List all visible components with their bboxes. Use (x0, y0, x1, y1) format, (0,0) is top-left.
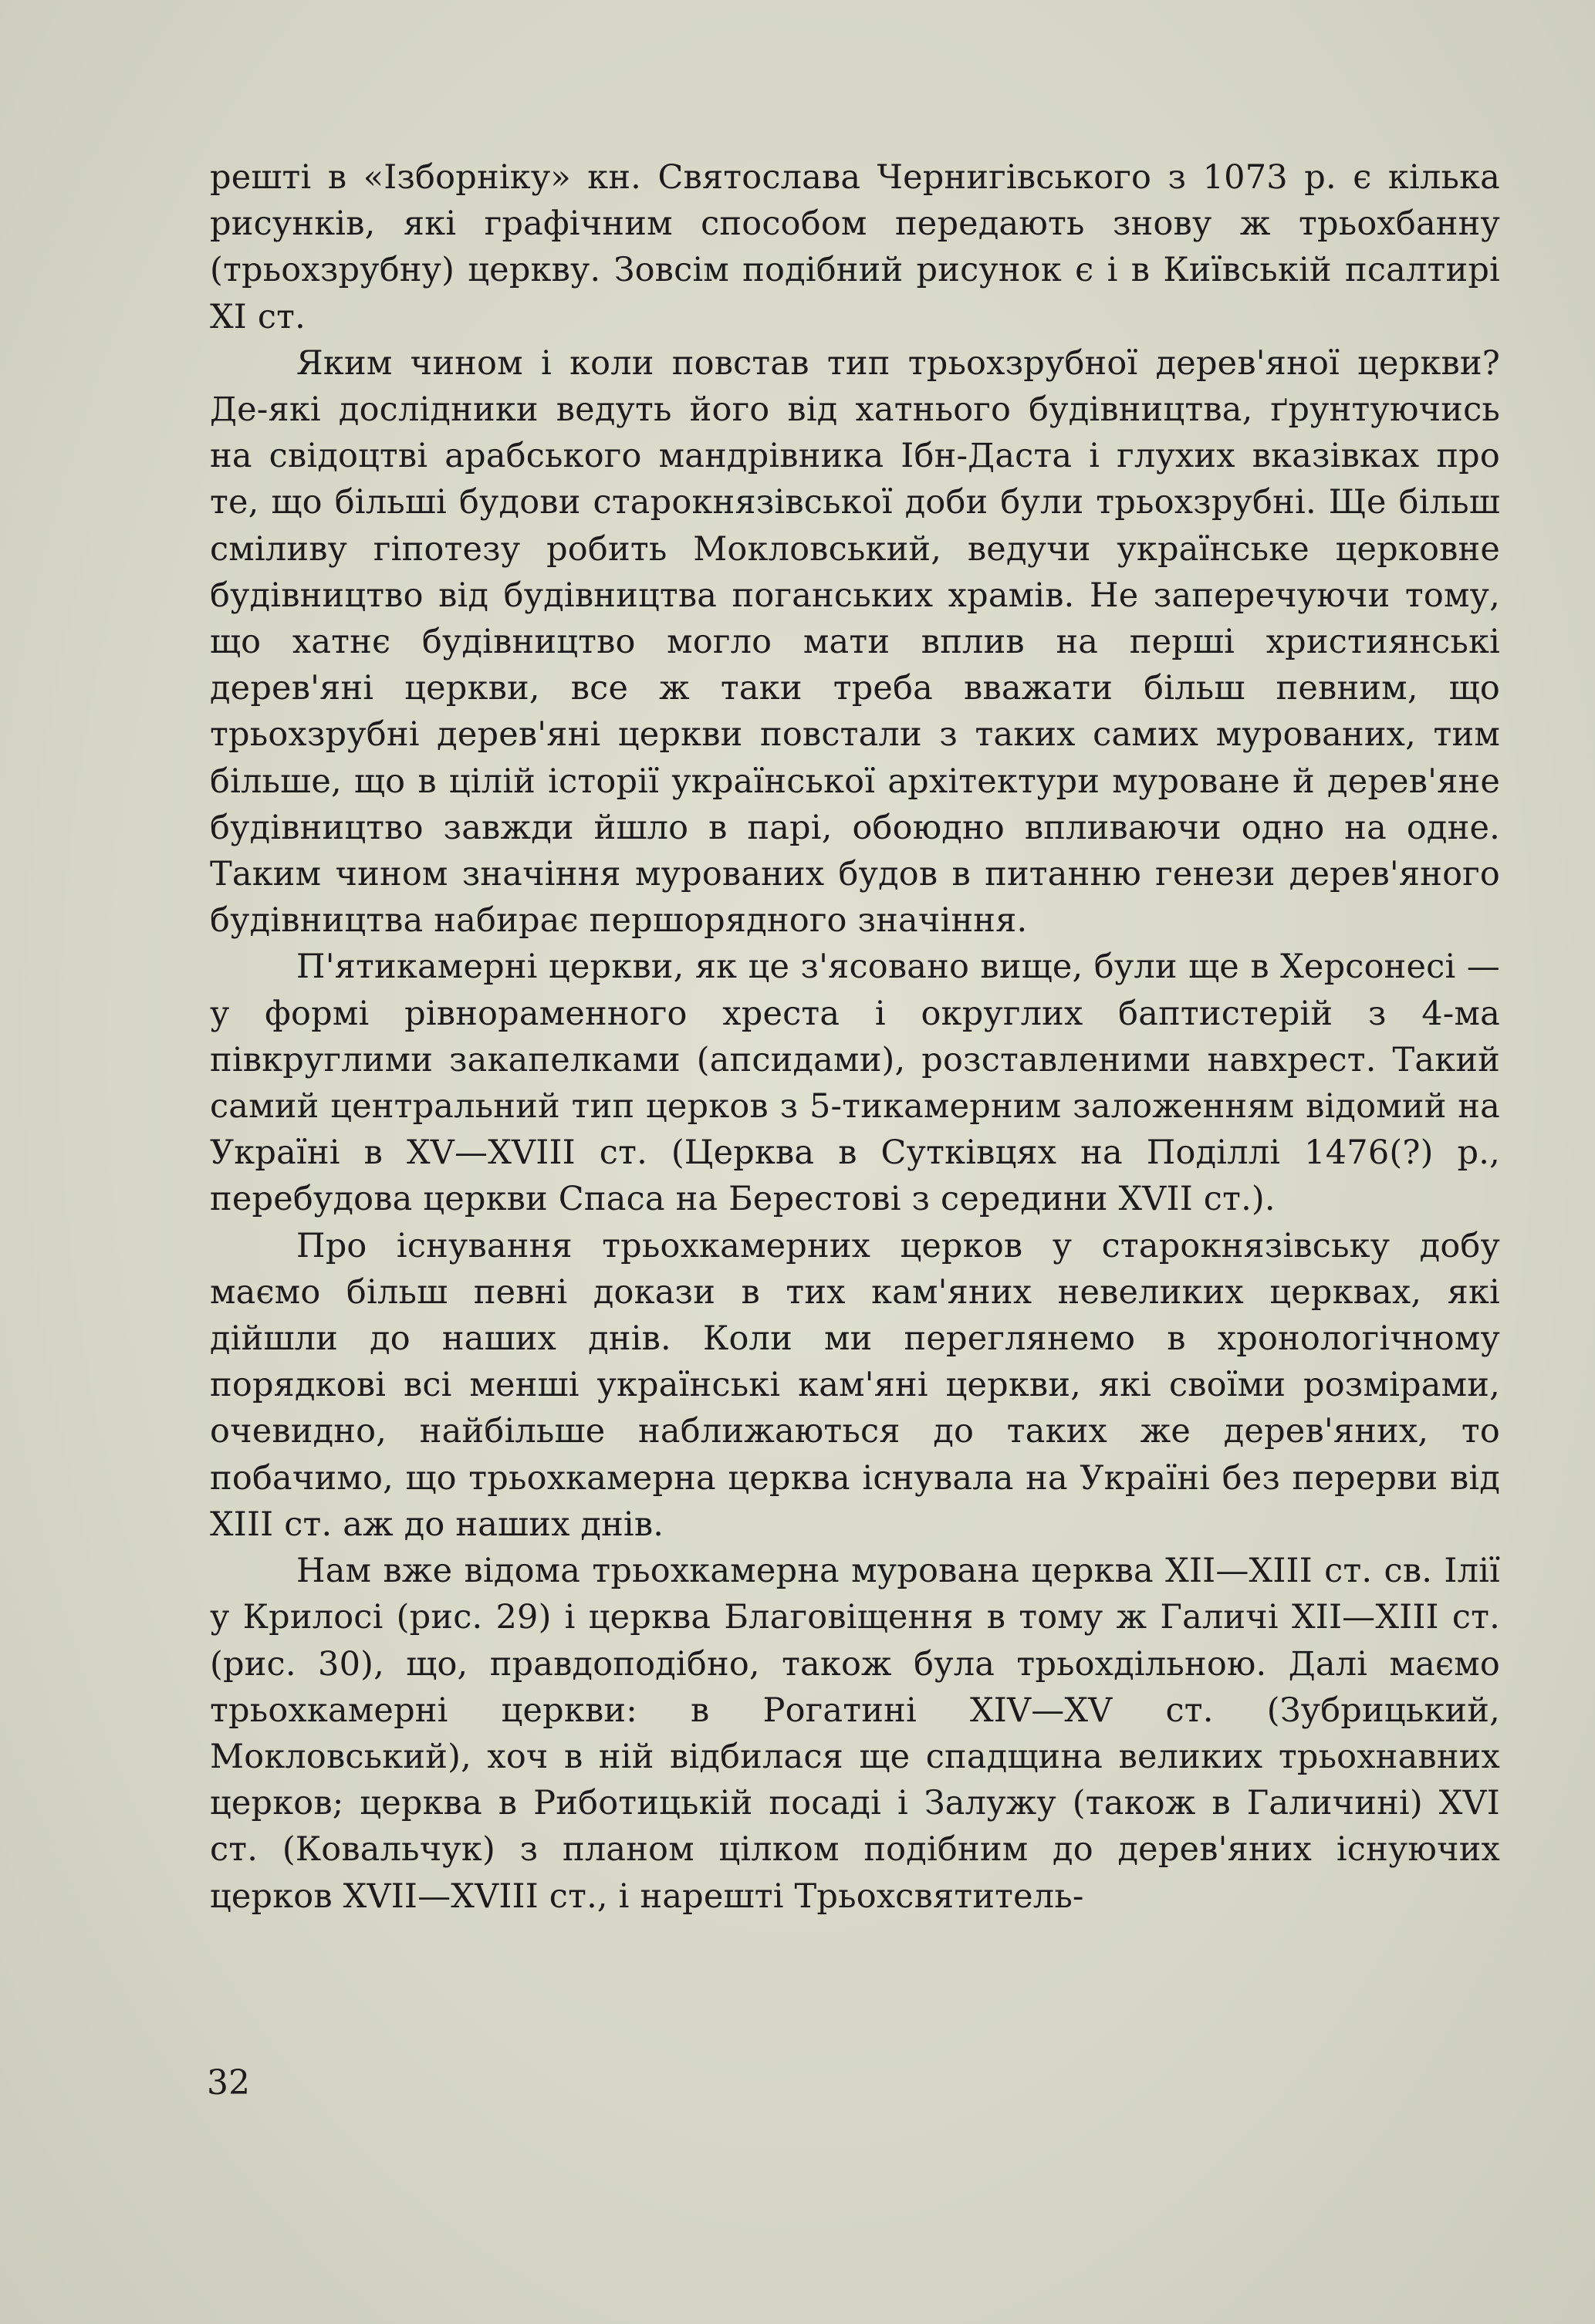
page-number: 32 (207, 2063, 250, 2103)
paragraph-4: Про існування трьохкамерних церков у старокнязівську добу маємо більш певні докази в тих кам'яних невеликих церквах, які дійшли до наших днів. Коли ми переглянемо в хронологічному порядкові всі менші українські кам'яні церкви, які своїми розмірами, очевидно, найбільше наближаються до таких же дерев'яних, то побачимо, що трьохкамерна церква існувала на Україні без перерви від XIII ст. аж до наших днів. (210, 1226, 1500, 1544)
body-text (210, 154, 1500, 1920)
paragraph-1: решті в «Ізборніку» кн. Святослава Чернигівського з 1073 р. є кілька рисунків, які графічним способом передають знову ж трьохбанну (трьохзрубну) церкву. Зовсім подібний рисунок є і в Київській псалтирі XI ст. (210, 158, 1500, 336)
paragraph-2: Яким чином і коли повстав тип трьохзрубної дерев'яної церкви? Де-які дослідники ведуть його від хатнього будівництва, ґрунтуючись на свідоцтві арабського мандрівника Ібн-Даста і глухих вказівках про те, що більші будови старокнязівської доби були трьохзрубні. Ще більш сміливу гіпотезу робить Мокловський, ведучи українське церковне будівництво від будівництва поганських храмів. Не заперечуючи тому, що хатнє будівництво могло мати вплив на перші християнські дерев'яні церкви, все ж таки треба вважати більш певним, що трьохзрубні дерев'яні церкви повстали з таких самих мурованих, тим більше, що в цілій історії української архітектури муроване й дерев'яне будівництво завжди йшло в парі, обоюдно впливаючи одно на одне. Таким чином значіння мурованих будов в питанню генези дерев'яного будівництва набирає першорядного значіння. (210, 343, 1500, 941)
paragraph-3: П'ятикамерні церкви, як це з'ясовано вище, були ще в Херсонесі — у формі рівнораменного хреста і округлих баптистерій з 4-ма півкруглими закапелками (апсидами), розставленими навхрест. Такий самий центральний тип церков з 5-тикамерним заложенням відомий на Україні в XV—XVIII ст. (Церква в Сутківцях на Поділлі 1476(?) р., перебудова церкви Спаса на Берестові з середини XVII ст.). (210, 948, 1500, 1219)
paragraph-5: Нам вже відома трьохкамерна мурована церква XII—XIII ст. св. Ілії у Крилосі (рис. 29) і церква Благовіщення в тому ж Галичі XII—XIII ст. (рис. 30), що, правдоподібно, також була трьохдільною. Далі маємо трьохкамерні церкви: в Рогатині XIV—XV ст. (Зубрицький, Мокловський), хоч в ній відбилася ще спадщина великих трьохнавних церков; церква в Риботицькій посаді і Залужу (також в Галичині) XVI ст. (Ковальчук) з планом цілком подібним до дерев'яних існуючих церков XVII—XVIII ст., і нарешті Трьохсвятитель- (210, 1552, 1500, 1916)
